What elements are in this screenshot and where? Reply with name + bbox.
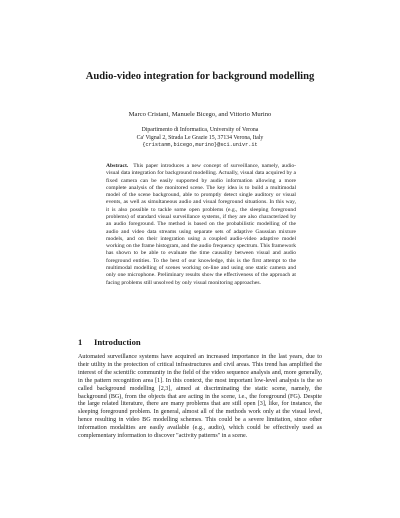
section-number: 1 (78, 337, 83, 347)
abstract-label: Abstract. (106, 163, 129, 169)
section-title: Introduction (94, 337, 141, 347)
affiliation-block (60, 127, 340, 150)
author-list: Marco Cristani, Manuele Bicego, and Vittorio Murino (128, 111, 272, 118)
paper-title: Audio-video integration for background modelling (85, 71, 315, 82)
introduction-paragraph: Automated surveillance systems have acquired an increased importance in the last years, due to their utility in the protection of critical infrastructures and civil areas. This trend has amplified the interest of the scientific community in the field of the video sequence analysis and, more generally, in the pattern recognition area [1]. In this context, the most important low-level analysis is the so called background modelling [2,3], aimed at discriminating the static scene, namely, the background (BG), from the objects that are acting in the scene, i.e., the foreground (FG). Despite the large related literature, there are many problems that are still open [3], like, for instance, the sleeping foreground problem. In general, almost all of the methods work only at the visual level, hence resulting in video BG modelling schemes. This could be a severe limitation, since other information modalities are easily available (e.g., audio), which could be effectively used as complementary information to discover "activity patterns" in a scene. (78, 354, 322, 440)
abstract (106, 163, 296, 287)
abstract-text: This paper introduces a new concept of surveillance, namely, audio-visual data integration for background modelling. Actually, visual data acquired by a fixed camera can be easily supported by audio information allowing a more complete analysis of the monitored scene. The key idea is to build a multimodal model of the scene background, able to promptly detect single auditory or visual events, as well as simultaneous audio and visual foreground situations. In this way, it is also possible to tackle some open problems (e.g., the sleeping foreground problems) of standard visual surveillance systems, if they are also characterized by an audio foreground. The method is based on the probabilistic modelling of the audio and video data streams using separate sets of adaptive Gaussian mixture models, and on their integration using a coupled audio-video adaptive model working on the frame histogram, and the audio frequency spectrum. This framework has shown to be able to evaluate the time causality between visual and audio foreground entities. To the best of our knowledge, this is the first attempt to the multimodal modelling of scenes working on-line and using one static camera and only one microphone. Preliminary results show the effectiveness of the approach at facing problems still unsolved by only visual monitoring approaches. (106, 163, 296, 286)
affiliation-address: Ca' Vignal 2, Strada Le Grazie 15, 37134 Verona, Italy (136, 134, 264, 141)
section-heading (78, 337, 141, 348)
author-emails: {cristanm,bicego,murino}@sci.univr.it (142, 142, 258, 149)
affiliation-department: Dipartimento di Informatica, University of Verona (141, 127, 259, 133)
